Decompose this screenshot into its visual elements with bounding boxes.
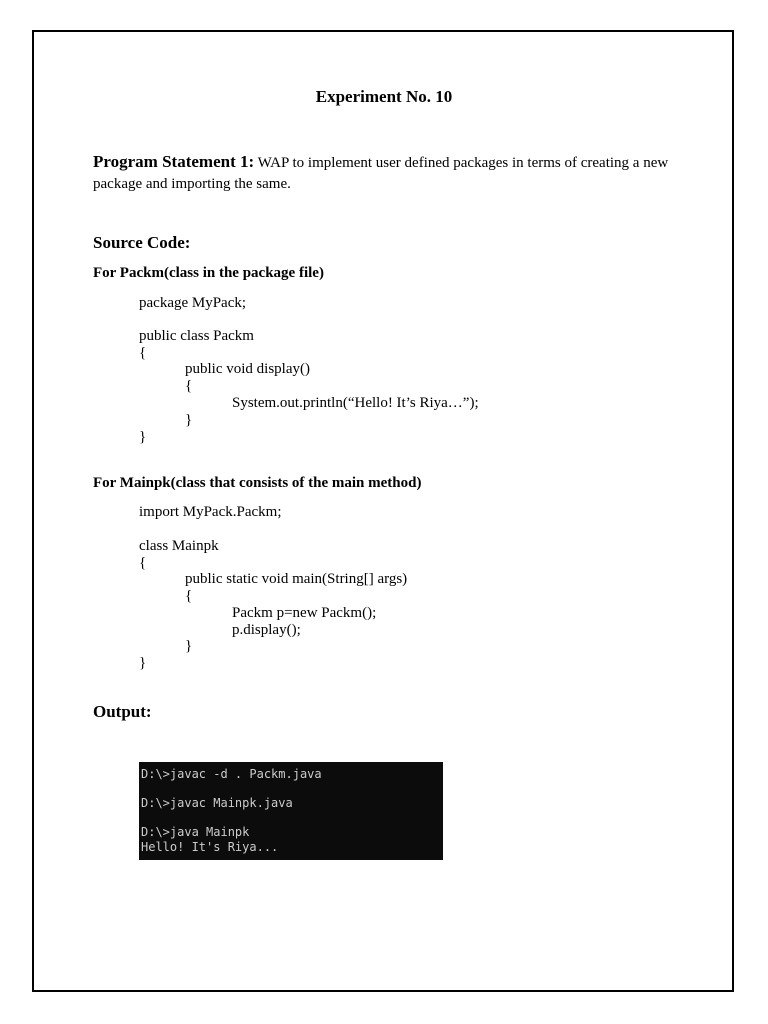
code-line: System.out.println(“Hello! It’s Riya…”); <box>232 395 479 411</box>
terminal-line: D:\>javac Mainpk.java <box>141 796 293 810</box>
program-statement-label: Program Statement 1: <box>93 152 255 171</box>
output-heading: Output: <box>93 702 152 721</box>
code-line: p.display(); <box>232 622 301 638</box>
code-line: } <box>185 638 193 654</box>
code-line: } <box>139 655 147 671</box>
packm-heading: For Packm(class in the package file) <box>93 265 324 281</box>
code-line: } <box>185 412 193 428</box>
code-line: public void display() <box>185 361 310 377</box>
code-line: Packm p=new Packm(); <box>232 605 377 621</box>
terminal-line: Hello! It's Riya... <box>141 840 279 854</box>
code-line: import MyPack.Packm; <box>139 504 282 520</box>
code-line: public static void main(String[] args) <box>185 571 408 587</box>
code-line: package MyPack; <box>139 295 247 311</box>
code-line: { <box>185 378 193 394</box>
mainpk-heading: For Mainpk(class that consists of the main method) <box>93 475 422 491</box>
program-statement-text: WAP to implement user defined packages in terms of creating a new package and importing the same. <box>93 155 669 192</box>
code-line: { <box>185 588 193 604</box>
program-statement <box>93 151 673 195</box>
code-line: public class Packm <box>139 328 254 344</box>
page-title: Experiment No. 10 <box>315 87 453 106</box>
code-line: } <box>139 429 147 445</box>
terminal-output-screenshot <box>139 762 443 860</box>
terminal-line: D:\>java Mainpk <box>141 825 250 839</box>
code-line: { <box>139 345 147 361</box>
code-line: class Mainpk <box>139 538 219 554</box>
terminal-line: D:\>javac -d . Packm.java <box>141 767 322 781</box>
source-code-heading: Source Code: <box>93 233 191 252</box>
code-line: { <box>139 555 147 571</box>
